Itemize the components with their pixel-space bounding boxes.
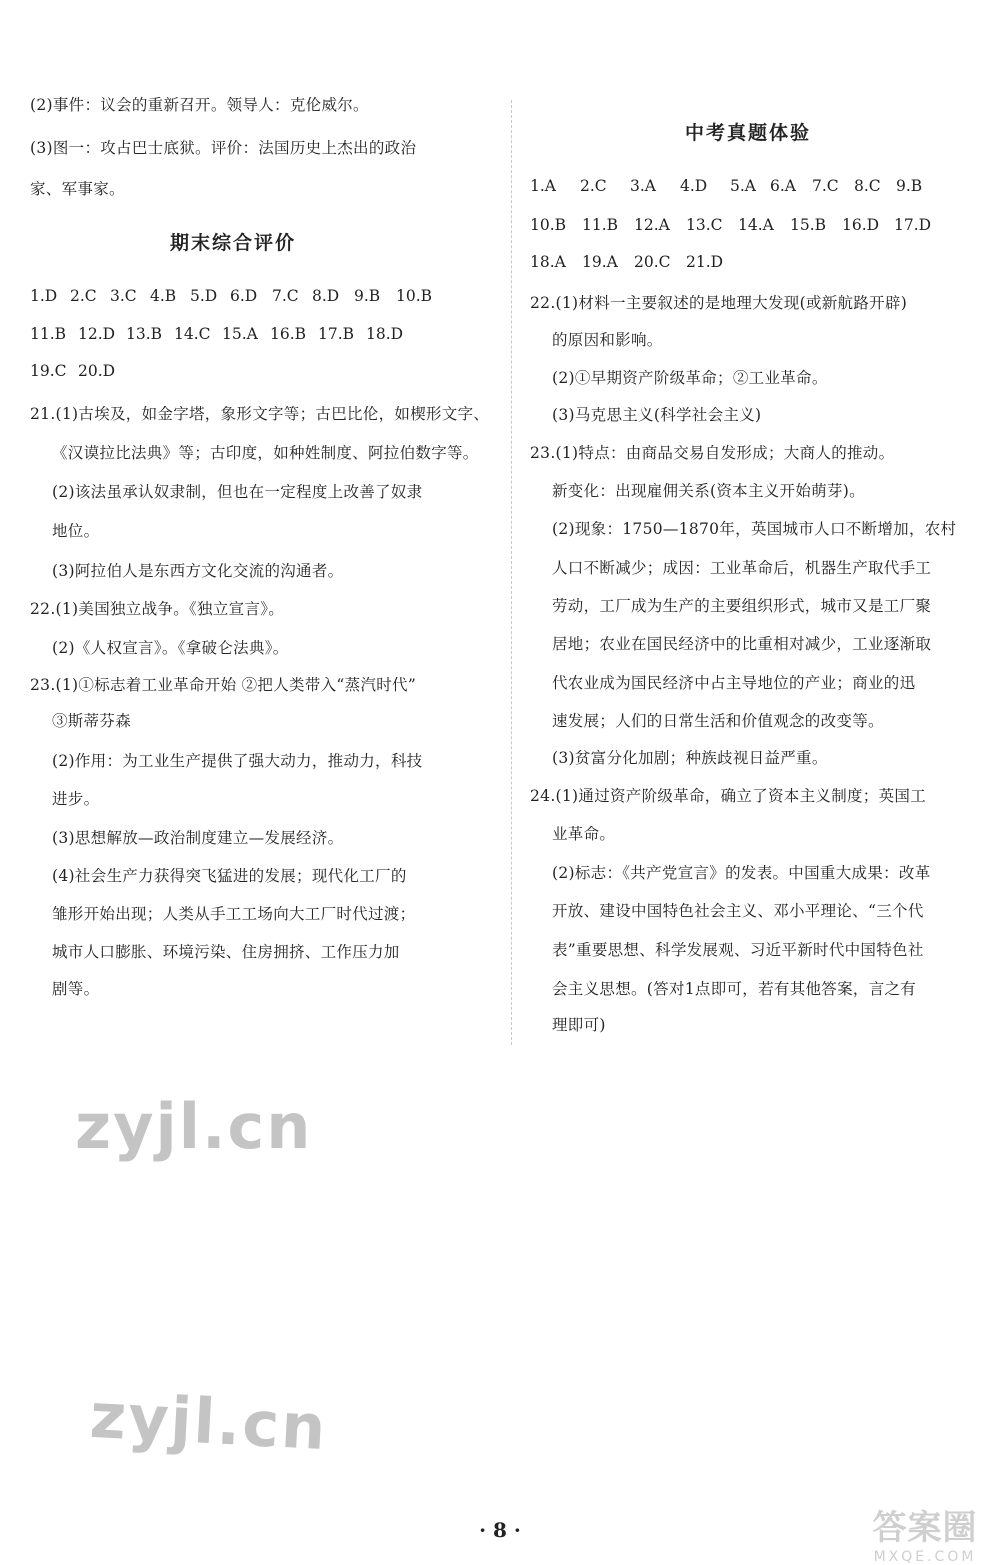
choice-answer: 10.B — [530, 216, 567, 234]
choice-answer: 19.C — [30, 362, 67, 380]
choice-answer: 14.C — [174, 325, 211, 343]
right-answer-line-5: 23.(1)特点：由商品交易自发形成；大商人的推动。 — [530, 444, 895, 462]
left-answer-line-7: (2)《人权宣言》。《拿破仑法典》。 — [52, 639, 289, 657]
choice-answer: 8.C — [854, 177, 881, 195]
right-answer-line-17: 开放、建设中国特色社会主义、邓小平理论、“三个代 — [552, 902, 924, 920]
choice-answer: 6.A — [770, 177, 796, 195]
choice-answer: 11.B — [30, 325, 67, 343]
choice-answer: 17.D — [894, 216, 932, 234]
watermark-zyjl-1: zyjl.cn — [75, 1090, 313, 1163]
right-answer-line-19: 会主义思想。(答对1点即可，若有其他答案，言之有 — [552, 980, 917, 998]
choice-answer: 4.B — [150, 287, 177, 305]
final-evaluation-heading: 期末综合评价 — [170, 232, 297, 254]
choice-answer: 18.D — [366, 325, 404, 343]
left-answer-line-9: ③斯蒂芬森 — [52, 712, 132, 730]
choice-answer: 9.B — [354, 287, 381, 305]
right-mc-row-2 — [530, 216, 946, 234]
choice-answer: 9.B — [896, 177, 923, 195]
left-intro-line-3: 家、军事家。 — [30, 180, 125, 198]
choice-answer: 21.D — [686, 253, 724, 271]
right-answer-line-10: 居地；农业在国民经济中的比重相对减少，工业逐渐取 — [552, 635, 932, 653]
choice-answer: 15.B — [790, 216, 827, 234]
choice-answer: 5.A — [730, 177, 756, 195]
choice-answer: 13.C — [686, 216, 723, 234]
right-answer-line-11: 代农业成为国民经济中占主导地位的产业；商业的迅 — [552, 674, 916, 692]
left-answer-line-1: 21.(1)古埃及，如金字塔，象形文字等；古巴比伦，如楔形文字、 — [30, 405, 490, 423]
watermark-zyjl-2: zyjl.cn — [88, 1378, 330, 1465]
left-answer-line-5: (3)阿拉伯人是东西方文化交流的沟通者。 — [52, 562, 344, 580]
right-answer-line-13: (3)贫富分化加剧；种族歧视日益严重。 — [552, 749, 828, 767]
right-answer-line-3: (2)①早期资产阶级革命；②工业革命。 — [552, 369, 828, 387]
choice-answer: 14.A — [738, 216, 774, 234]
logo-text-top: 答案圈 — [872, 1508, 978, 1548]
page-number: · 8 · — [479, 1518, 521, 1542]
left-answer-line-6: 22.(1)美国独立战争。《独立宣言》。 — [30, 600, 285, 618]
right-mc-row-3 — [530, 253, 738, 271]
choice-answer: 7.C — [272, 287, 299, 305]
left-answer-line-16: 剧等。 — [52, 980, 100, 998]
choice-answer: 12.D — [78, 325, 116, 343]
choice-answer: 6.D — [230, 287, 258, 305]
right-answer-line-18: 表”重要思想、科学发展观、习近平新时代中国特色社 — [552, 941, 924, 959]
left-answer-line-4: 地位。 — [52, 522, 100, 540]
left-answer-line-13: (4)社会生产力获得突飞猛进的发展；现代化工厂的 — [52, 867, 407, 885]
choice-answer: 5.D — [190, 287, 218, 305]
choice-answer: 12.A — [634, 216, 670, 234]
choice-answer: 16.B — [270, 325, 307, 343]
choice-answer: 1.D — [30, 287, 58, 305]
left-mc-row-3 — [30, 362, 126, 380]
left-mc-row-1 — [30, 287, 436, 305]
choice-answer: 19.A — [582, 253, 618, 271]
choice-answer: 3.A — [630, 177, 656, 195]
choice-answer: 17.B — [318, 325, 355, 343]
left-answer-line-3: (2)该法虽承认奴隶制，但也在一定程度上改善了奴隶 — [52, 483, 423, 501]
right-answer-line-12: 速发展；人们的日常生活和价值观念的改变等。 — [552, 712, 884, 730]
right-answer-line-14: 24.(1)通过资产阶级革命，确立了资本主义制度；英国工 — [530, 787, 927, 805]
left-answer-line-8: 23.(1)①标志着工业革命开始 ②把人类带入“蒸汽时代” — [30, 676, 417, 694]
left-answer-line-14: 雏形开始出现；人类从手工工场向大工厂时代过渡； — [52, 905, 416, 923]
choice-answer: 2.C — [70, 287, 97, 305]
left-intro-line-2: (3)图一：攻占巴士底狱。评价：法国历史上杰出的政治 — [30, 139, 417, 157]
choice-answer: 16.D — [842, 216, 880, 234]
left-answer-line-10: (2)作用：为工业生产提供了强大动力，推动力，科技 — [52, 752, 423, 770]
right-answer-line-6: 新变化：出现雇佣关系(资本主义开始萌芽)。 — [552, 482, 865, 500]
left-answer-line-15: 城市人口膨胀、环境污染、住房拥挤、工作压力加 — [52, 943, 400, 961]
right-mc-row-1 — [530, 177, 938, 195]
choice-answer: 18.A — [530, 253, 566, 271]
right-answer-line-9: 劳动，工厂成为生产的主要组织形式，城市又是工厂聚 — [552, 597, 932, 615]
choice-answer: 4.D — [680, 177, 708, 195]
left-answer-line-12: (3)思想解放—政治制度建立—发展经济。 — [52, 829, 344, 847]
right-answer-line-2: 的原因和影响。 — [552, 331, 663, 349]
choice-answer: 13.B — [126, 325, 163, 343]
left-mc-row-2 — [30, 325, 414, 343]
right-answer-line-16: (2)标志：《共产党宣言》的发表。中国重大成果：改革 — [552, 864, 931, 882]
column-divider — [511, 100, 513, 1045]
logo-text-bottom: MXQE.COM — [873, 1549, 977, 1565]
choice-answer: 1.A — [530, 177, 556, 195]
choice-answer: 2.C — [580, 177, 607, 195]
choice-answer: 10.B — [396, 287, 433, 305]
choice-answer: 11.B — [582, 216, 619, 234]
choice-answer: 20.D — [78, 362, 116, 380]
right-answer-line-1: 22.(1)材料一主要叙述的是地理大发现(或新航路开辟) — [530, 294, 908, 312]
choice-answer: 15.A — [222, 325, 258, 343]
exam-experience-heading: 中考真题体验 — [685, 122, 812, 144]
left-answer-line-11: 进步。 — [52, 790, 100, 808]
choice-answer: 20.C — [634, 253, 671, 271]
left-answer-line-2: 《汉谟拉比法典》等；古印度，如种姓制度、阿拉伯数字等。 — [52, 444, 479, 462]
right-answer-line-15: 业革命。 — [552, 825, 616, 843]
right-answer-line-8: 人口不断减少；成因：工业革命后，机器生产取代手工 — [552, 559, 932, 577]
left-intro-line-1: (2)事件：议会的重新召开。领导人：克伦威尔。 — [30, 96, 369, 114]
site-logo — [855, 1500, 995, 1565]
choice-answer: 7.C — [812, 177, 839, 195]
choice-answer: 3.C — [110, 287, 137, 305]
right-answer-line-7: (2)现象：1750—1870年，英国城市人口不断增加，农村 — [552, 520, 957, 538]
choice-answer: 8.D — [312, 287, 340, 305]
right-answer-line-20: 理即可) — [552, 1016, 606, 1034]
right-answer-line-4: (3)马克思主义(科学社会主义) — [552, 406, 762, 424]
